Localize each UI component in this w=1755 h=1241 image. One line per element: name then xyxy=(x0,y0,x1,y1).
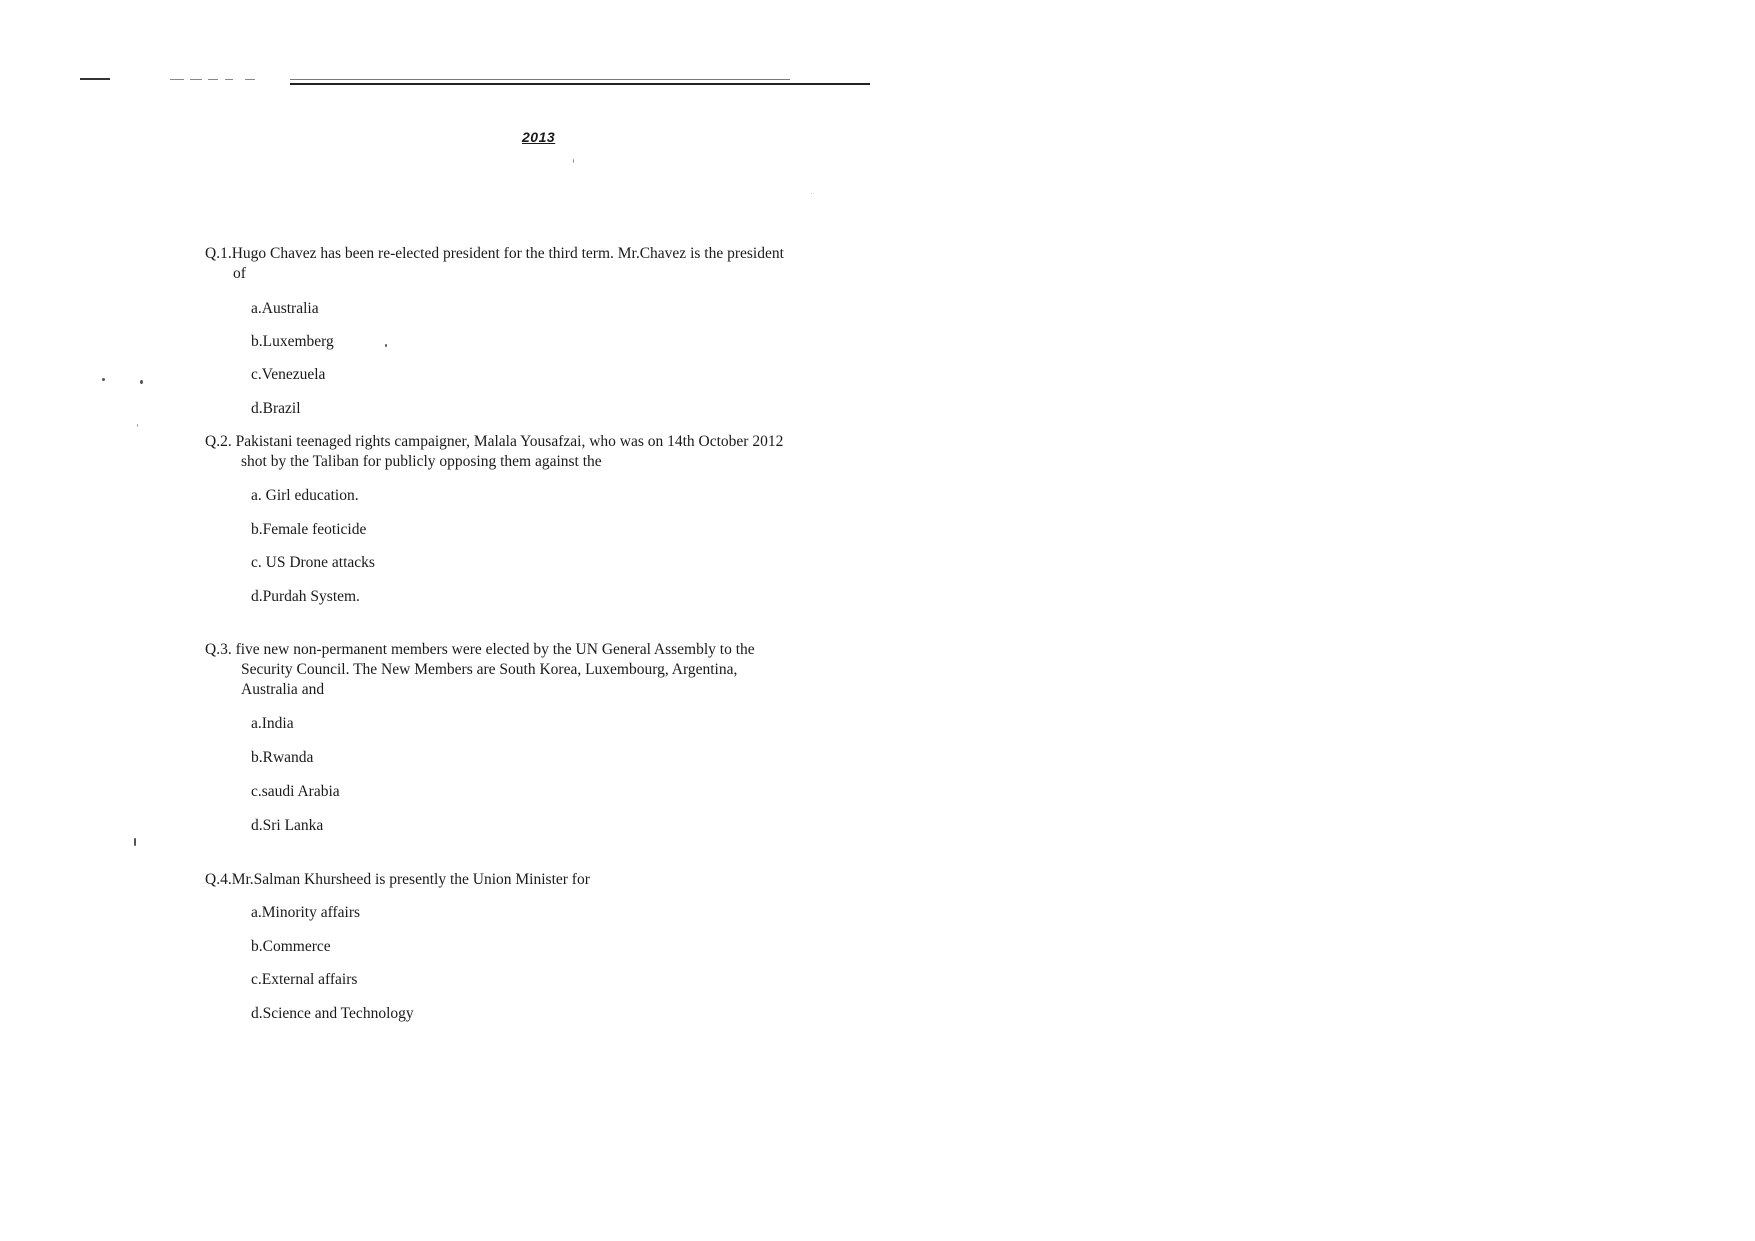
question-2-option-a: a. Girl education. xyxy=(251,487,359,504)
question-1-option-a: a.Australia xyxy=(251,300,319,317)
question-2 xyxy=(205,432,783,472)
question-2-option-c: c. US Drone attacks xyxy=(251,554,375,571)
question-1-line-2: of xyxy=(233,265,246,282)
question-2-option-b: b.Female feoticide xyxy=(251,521,367,538)
scan-dash xyxy=(245,79,255,80)
question-2-line-1: Q.2. Pakistani teenaged rights campaigner, Malala Yousafzai, who was on 14th October 2012 xyxy=(205,433,784,450)
question-3-option-b: b.Rwanda xyxy=(251,749,314,766)
scan-speck xyxy=(573,159,574,163)
scan-speck xyxy=(137,424,138,427)
question-1-line-1: Q.1.Hugo Chavez has been re-elected president for the third term. Mr.Chavez is the president xyxy=(205,245,784,262)
question-3-option-c: c.saudi Arabia xyxy=(251,783,340,800)
question-4-option-d: d.Science and Technology xyxy=(251,1005,414,1022)
scan-speck xyxy=(140,380,143,384)
scan-rule-left xyxy=(80,78,110,80)
question-3 xyxy=(205,640,755,700)
question-3-line-2: Security Council. The New Members are South Korea, Luxembourg, Argentina, xyxy=(241,661,738,678)
question-4-option-c: c.External affairs xyxy=(251,971,358,988)
scan-rule-thin xyxy=(290,79,790,80)
question-2-option-d: d.Purdah System. xyxy=(251,588,360,605)
scan-speck xyxy=(385,344,387,347)
scan-speck xyxy=(102,378,105,381)
scan-dash xyxy=(208,79,218,80)
question-4 xyxy=(205,870,590,890)
question-3-line-3: Australia and xyxy=(241,681,325,698)
scan-dash xyxy=(190,79,202,80)
scan-speck xyxy=(811,193,812,194)
page-title-year: 2013 xyxy=(522,129,556,145)
question-1-option-d: d.Brazil xyxy=(251,400,301,417)
question-2-line-2: shot by the Taliban for publicly opposing them against the xyxy=(241,453,602,470)
question-4-option-b: b.Commerce xyxy=(251,938,331,955)
question-3-option-d: d.Sri Lanka xyxy=(251,817,324,834)
scan-rule-main xyxy=(290,83,870,85)
question-1 xyxy=(205,244,784,284)
question-1-option-b: b.Luxemberg xyxy=(251,333,334,350)
question-4-line-1: Q.4.Mr.Salman Khursheed is presently the Union Minister for xyxy=(205,871,590,888)
question-1-option-c: c.Venezuela xyxy=(251,366,326,383)
question-3-option-a: a.India xyxy=(251,715,294,732)
scan-dash xyxy=(225,79,233,80)
scan-dash xyxy=(170,79,184,80)
question-4-option-a: a.Minority affairs xyxy=(251,904,361,921)
scan-speck xyxy=(134,838,136,846)
question-3-line-1: Q.3. five new non-permanent members were elected by the UN General Assembly to the xyxy=(205,641,755,658)
